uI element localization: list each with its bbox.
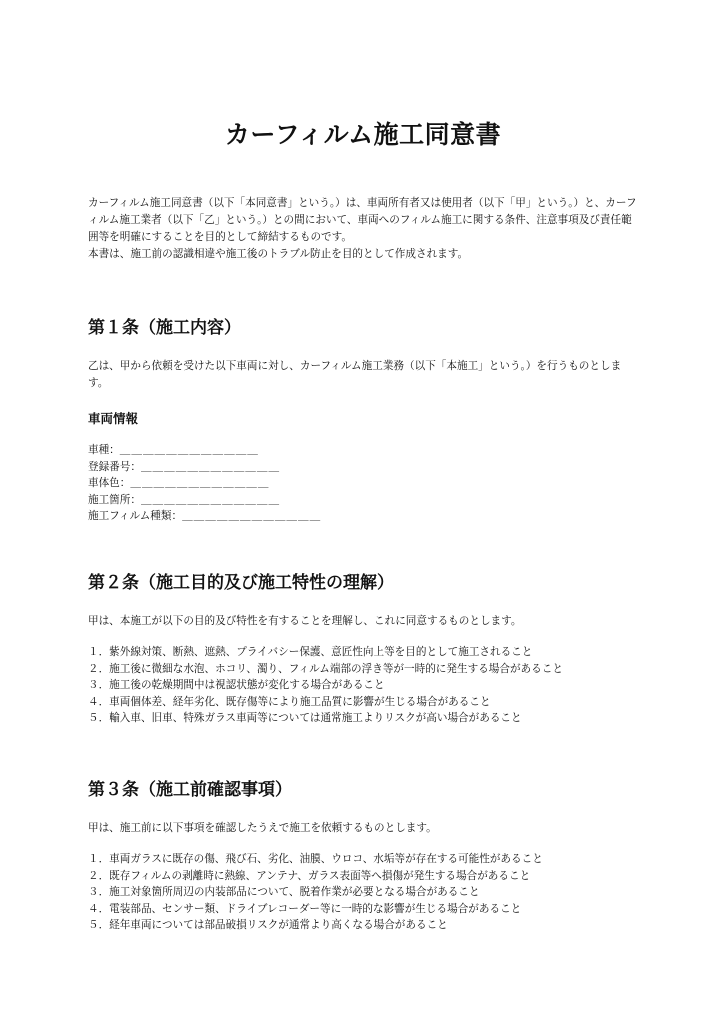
field-label: 施工フィルム種類： (88, 510, 183, 522)
article-2-items (88, 644, 638, 727)
article-1-lead: 乙は、甲から依頼を受けた以下車両に対し、カーフィルム施工業務（以下「本施工」という。）を行うものとします。 (88, 360, 622, 389)
field-blank: ＿＿＿＿＿＿＿＿＿＿＿＿ (140, 493, 281, 506)
list-item: ４．電装部品、センサー類、ドライブレコーダー等に一時的な影響が生じる場合があること (88, 902, 522, 915)
field-blank: ＿＿＿＿＿＿＿＿＿＿＿＿ (140, 460, 281, 473)
vehicle-field-location (88, 492, 638, 509)
field-blank: ＿＿＿＿＿＿＿＿＿＿＿＿ (119, 444, 259, 456)
vehicle-field-film-type (88, 508, 638, 525)
list-item: ４．車両個体差、経年劣化、既存傷等により施工品質に影響が生じる場合があること (88, 695, 491, 708)
list-item: ３．施工対象箇所周辺の内装部品について、脱着作業が必要となる場合があること (88, 886, 480, 898)
list-item: ３．施工後の乾燥期間中は視認状態が変化する場合があること (88, 679, 385, 691)
article-2-lead: 甲は、本施工が以下の目的及び特性を有することを理解し、これに同意するものとします。 (88, 615, 522, 627)
list-item: １．車両ガラスに既存の傷、飛び石、劣化、油膜、ウロコ、水垢等が存在する可能性があること (88, 853, 543, 865)
article-1-heading: 第１条（施工内容） (88, 318, 241, 338)
list-item: ２．既存フィルムの剥離時に熱線、アンテナ、ガラス表面等へ損傷が発生する場合があること (88, 869, 531, 882)
article-3-lead: 甲は、施工前に以下事項を確認したうえで施工を依頼するものとします。 (88, 822, 437, 834)
list-item: １．紫外線対策、断熱、遮熱、プライバシー保護、意匠性向上等を目的として施工されること (88, 646, 533, 658)
intro-paragraph: カーフィルム施工同意書（以下「本同意書」という。）は、車両所有者又は使用者（以下「甲」という。）と、カーフィルム施工業者（以下「乙」という。）との間において、車両へのフィルム施工に関する条件、注意事項及び責任範囲等を明確にすることを目的として締結するものです。 (88, 197, 637, 243)
document-title: カーフィルム施工同意書 (224, 120, 502, 149)
article-2-heading: 第２条（施工目的及び施工特性の理解） (88, 573, 394, 593)
list-item: ５．輸入車、旧車、特殊ガラス車両等については通常施工よりリスクが高い場合があること (88, 712, 522, 724)
article-3-heading: 第３条（施工前確認事項） (88, 780, 292, 800)
field-blank: ＿＿＿＿＿＿＿＿＿＿＿＿ (182, 510, 322, 522)
field-label: 施工箇所： (88, 493, 141, 506)
field-label: 登録番号： (88, 460, 141, 473)
article-3-items (88, 851, 638, 934)
intro-paragraph: 本書は、施工前の認識相違や施工後のトラブル防止を目的として作成されます。 (88, 248, 469, 260)
vehicle-field-color (88, 475, 638, 492)
vehicle-info-fields (88, 442, 638, 525)
intro-section (88, 195, 638, 263)
article-3 (88, 778, 638, 934)
vehicle-field-model (88, 442, 638, 459)
vehicle-info-heading: 車両情報 (88, 411, 139, 426)
list-item: ２．施工後に微細な水泡、ホコリ、濁り、フィルム端部の浮き等が一時的に発生する場合があること (88, 662, 563, 675)
article-1 (88, 316, 638, 525)
list-item: ５．経年車両については部品破損リスクが通常より高くなる場合があること (88, 919, 448, 931)
article-2 (88, 571, 638, 727)
vehicle-field-registration (88, 459, 638, 476)
field-blank: ＿＿＿＿＿＿＿＿＿＿＿＿ (130, 477, 270, 489)
field-label: 車体色： (88, 477, 131, 489)
field-label: 車種： (88, 444, 120, 456)
